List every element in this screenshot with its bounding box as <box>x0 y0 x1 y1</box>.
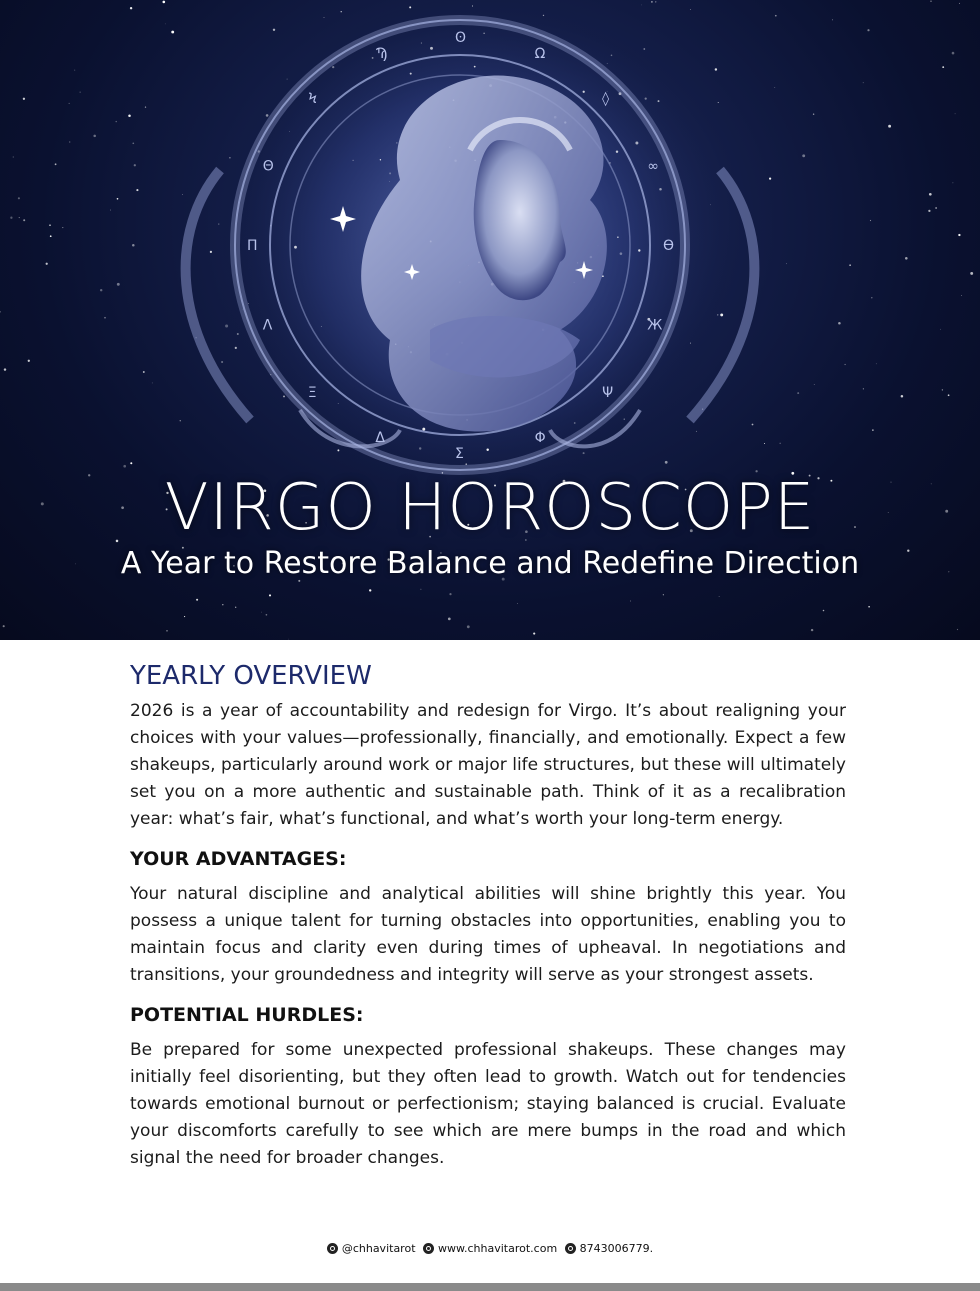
star <box>638 249 640 251</box>
star <box>332 66 334 68</box>
star <box>752 424 754 426</box>
star <box>955 113 956 114</box>
star <box>696 431 697 432</box>
star <box>655 1 656 2</box>
star <box>166 630 168 632</box>
star <box>957 629 958 630</box>
wheel-glyph: Ϡ <box>375 45 388 62</box>
star <box>871 297 872 298</box>
star <box>110 210 111 211</box>
star <box>602 275 604 277</box>
star <box>814 384 815 385</box>
wheel-glyph: Σ <box>455 446 464 462</box>
yearly-overview-heading: YEARLY OVERVIEW <box>130 661 372 691</box>
star <box>940 329 941 330</box>
star <box>616 150 618 152</box>
star <box>337 449 339 451</box>
star <box>100 289 102 291</box>
star <box>774 87 775 88</box>
star <box>643 48 645 50</box>
star <box>237 333 239 335</box>
wheel-glyph: ʘ <box>455 30 467 46</box>
star <box>786 263 787 264</box>
star <box>353 160 354 161</box>
star <box>888 125 891 128</box>
star <box>23 98 25 100</box>
hurdles-text: Be prepared for some unexpected professional shakeups. These changes may initially feel disorienting, but they often lead to growth. Watch out for tendencies towards emotional burnout or perfectionism; staying balanced is crucial. Evaluate your discomforts carefully to see which are mere bumps in the road and which signal the need for broader changes. <box>130 1040 846 1168</box>
phone-icon <box>565 1243 576 1254</box>
star <box>338 403 339 404</box>
star <box>952 182 953 183</box>
star <box>620 252 623 255</box>
star <box>165 24 166 25</box>
star <box>905 257 908 260</box>
star <box>235 607 236 608</box>
star <box>611 55 613 57</box>
star <box>69 142 70 143</box>
star <box>162 1 165 4</box>
star <box>466 463 467 464</box>
star <box>74 70 75 71</box>
star <box>225 325 228 328</box>
star <box>409 6 411 8</box>
star <box>23 219 25 221</box>
star <box>132 244 135 247</box>
star <box>811 629 813 631</box>
star <box>929 193 932 196</box>
star <box>533 633 535 635</box>
star <box>117 283 120 286</box>
star <box>419 447 421 449</box>
star <box>49 224 50 225</box>
star <box>863 388 864 389</box>
star <box>10 217 12 219</box>
star <box>665 461 668 464</box>
star <box>474 66 476 68</box>
star <box>958 234 960 236</box>
page-subtitle: A Year to Restore Balance and Redefine Direction <box>120 546 860 581</box>
star <box>717 314 718 315</box>
star <box>180 420 181 421</box>
star <box>769 178 771 180</box>
instagram-contact[interactable] <box>327 1242 416 1255</box>
star <box>218 224 219 225</box>
footer-contact <box>0 1242 980 1257</box>
page-bottom-border <box>0 1283 980 1291</box>
star <box>294 246 297 249</box>
star <box>448 618 451 621</box>
star <box>269 594 271 596</box>
star <box>13 157 14 158</box>
star <box>719 596 720 597</box>
star <box>486 449 488 451</box>
star <box>651 1 653 3</box>
star <box>849 264 851 266</box>
star <box>152 382 153 383</box>
star <box>935 207 937 209</box>
star <box>171 31 174 34</box>
star <box>715 68 717 70</box>
instagram-icon <box>327 1243 338 1254</box>
star <box>930 1 931 2</box>
star <box>372 57 374 59</box>
star <box>341 11 342 12</box>
star <box>970 272 973 275</box>
star <box>3 625 5 627</box>
star <box>823 610 825 612</box>
star <box>182 194 183 195</box>
star <box>607 63 608 64</box>
star <box>134 164 136 166</box>
star <box>289 131 290 132</box>
star <box>196 599 198 601</box>
star <box>266 114 269 117</box>
star <box>583 452 585 454</box>
wheel-glyph: ◊ <box>602 90 610 107</box>
star <box>128 115 131 118</box>
yearly-overview-text: 2026 is a year of accountability and redesign for Virgo. It’s about realigning your choices with your values—professionally, financially, and emotionally. Expect a few shakeups, particularly around work or major life structures, but these will ultimately set you on a more authentic and sustainable path. Think of it as a recalibration year: what’s fair, what’s functional, and what’s worth your long-term energy. <box>130 701 846 829</box>
star <box>389 181 390 182</box>
star <box>718 102 719 103</box>
star <box>658 100 660 102</box>
wheel-glyph: Θ <box>262 158 274 175</box>
star <box>690 343 691 344</box>
star <box>18 197 20 199</box>
star <box>574 422 576 424</box>
star <box>928 210 930 212</box>
star <box>659 188 662 191</box>
wheel-glyph: ∞ <box>647 158 659 175</box>
star <box>235 347 237 349</box>
star <box>797 392 799 394</box>
phone-contact[interactable] <box>565 1242 653 1255</box>
star <box>283 395 285 397</box>
star <box>948 394 950 396</box>
wheel-glyph: Π <box>247 238 258 254</box>
website-contact[interactable] <box>423 1242 557 1255</box>
star <box>430 47 433 50</box>
star <box>104 317 106 319</box>
star <box>422 428 425 431</box>
star <box>690 9 691 10</box>
main-content <box>130 656 846 1172</box>
star <box>46 263 48 265</box>
star <box>69 103 70 104</box>
star <box>229 157 231 159</box>
star <box>288 639 289 640</box>
star <box>222 604 223 605</box>
star <box>130 462 132 464</box>
star <box>472 6 473 7</box>
star <box>775 15 777 17</box>
star <box>635 142 638 145</box>
star <box>780 443 781 444</box>
phone-number: 8743006779. <box>579 1242 654 1255</box>
star <box>942 389 943 390</box>
star <box>764 443 765 444</box>
star <box>617 237 618 238</box>
star <box>449 593 451 595</box>
wheel-glyph: Ψ <box>602 385 614 402</box>
hero-banner <box>0 0 980 640</box>
star <box>184 616 185 617</box>
wheel-glyph: Φ <box>534 430 546 447</box>
star <box>952 52 955 55</box>
star <box>802 154 805 157</box>
star <box>641 5 642 6</box>
star <box>959 3 960 4</box>
star <box>710 204 711 205</box>
star <box>872 429 873 430</box>
star <box>28 360 30 362</box>
star <box>870 220 871 221</box>
star <box>321 326 322 327</box>
star <box>720 313 723 316</box>
star <box>93 135 96 138</box>
wheel-glyph: Λ <box>262 317 273 334</box>
star <box>901 395 904 398</box>
star <box>630 601 631 602</box>
star <box>19 217 20 218</box>
star <box>130 7 132 9</box>
star <box>273 29 275 31</box>
advantages-heading: YOUR ADVANTAGES: <box>130 848 347 870</box>
star <box>663 594 664 595</box>
star <box>380 159 381 160</box>
star <box>389 172 391 174</box>
star <box>421 43 422 44</box>
website-link: www.chhavitarot.com <box>438 1242 558 1255</box>
star <box>143 371 145 373</box>
star <box>517 603 518 604</box>
star <box>80 92 81 93</box>
star <box>467 625 470 628</box>
star <box>867 29 869 31</box>
star <box>210 251 212 253</box>
star <box>838 322 841 325</box>
hurdles-heading: POTENTIAL HURDLES: <box>130 1004 364 1026</box>
star <box>266 614 268 616</box>
wheel-glyph: Ж <box>647 317 663 334</box>
star <box>221 361 223 363</box>
star <box>543 15 544 16</box>
globe-icon <box>423 1243 434 1254</box>
star <box>117 198 119 200</box>
wheel-glyph: Δ <box>375 430 385 447</box>
star <box>132 142 134 144</box>
star <box>116 121 117 122</box>
star <box>832 20 833 21</box>
star <box>645 97 647 99</box>
star <box>136 189 138 191</box>
star <box>369 589 371 591</box>
star <box>942 66 944 68</box>
star <box>583 91 585 93</box>
wheel-glyph: Ϟ <box>307 90 318 107</box>
star <box>868 606 870 608</box>
star <box>961 295 962 296</box>
star <box>624 419 625 420</box>
wheel-glyph: Ω <box>534 45 546 62</box>
star <box>261 612 262 613</box>
star <box>324 17 325 18</box>
star <box>420 589 421 590</box>
star <box>844 364 845 365</box>
star <box>0 311 1 313</box>
star <box>483 33 484 34</box>
page-title: VIRGO HOROSCOPE <box>164 471 816 545</box>
star <box>410 73 412 75</box>
star <box>4 368 6 370</box>
star <box>248 303 249 304</box>
instagram-handle: @chhavitarot <box>341 1242 416 1255</box>
star <box>145 106 146 107</box>
star <box>55 163 57 165</box>
star <box>396 142 398 144</box>
wheel-glyph: Ξ <box>307 385 317 402</box>
star <box>62 227 63 228</box>
star <box>813 113 814 114</box>
star <box>876 363 877 364</box>
star <box>287 79 288 80</box>
star <box>863 82 864 83</box>
wheel-glyph: ϴ <box>663 238 675 254</box>
advantages-text: Your natural discipline and analytical abilities will shine brightly this year. You possess a unique talent for turning obstacles into opportunities, enabling you to maintain focus and clarity even during times of upheaval. In negotiations and transitions, your groundedness and integrity will serve as your strongest assets. <box>130 884 846 985</box>
star <box>50 235 52 237</box>
